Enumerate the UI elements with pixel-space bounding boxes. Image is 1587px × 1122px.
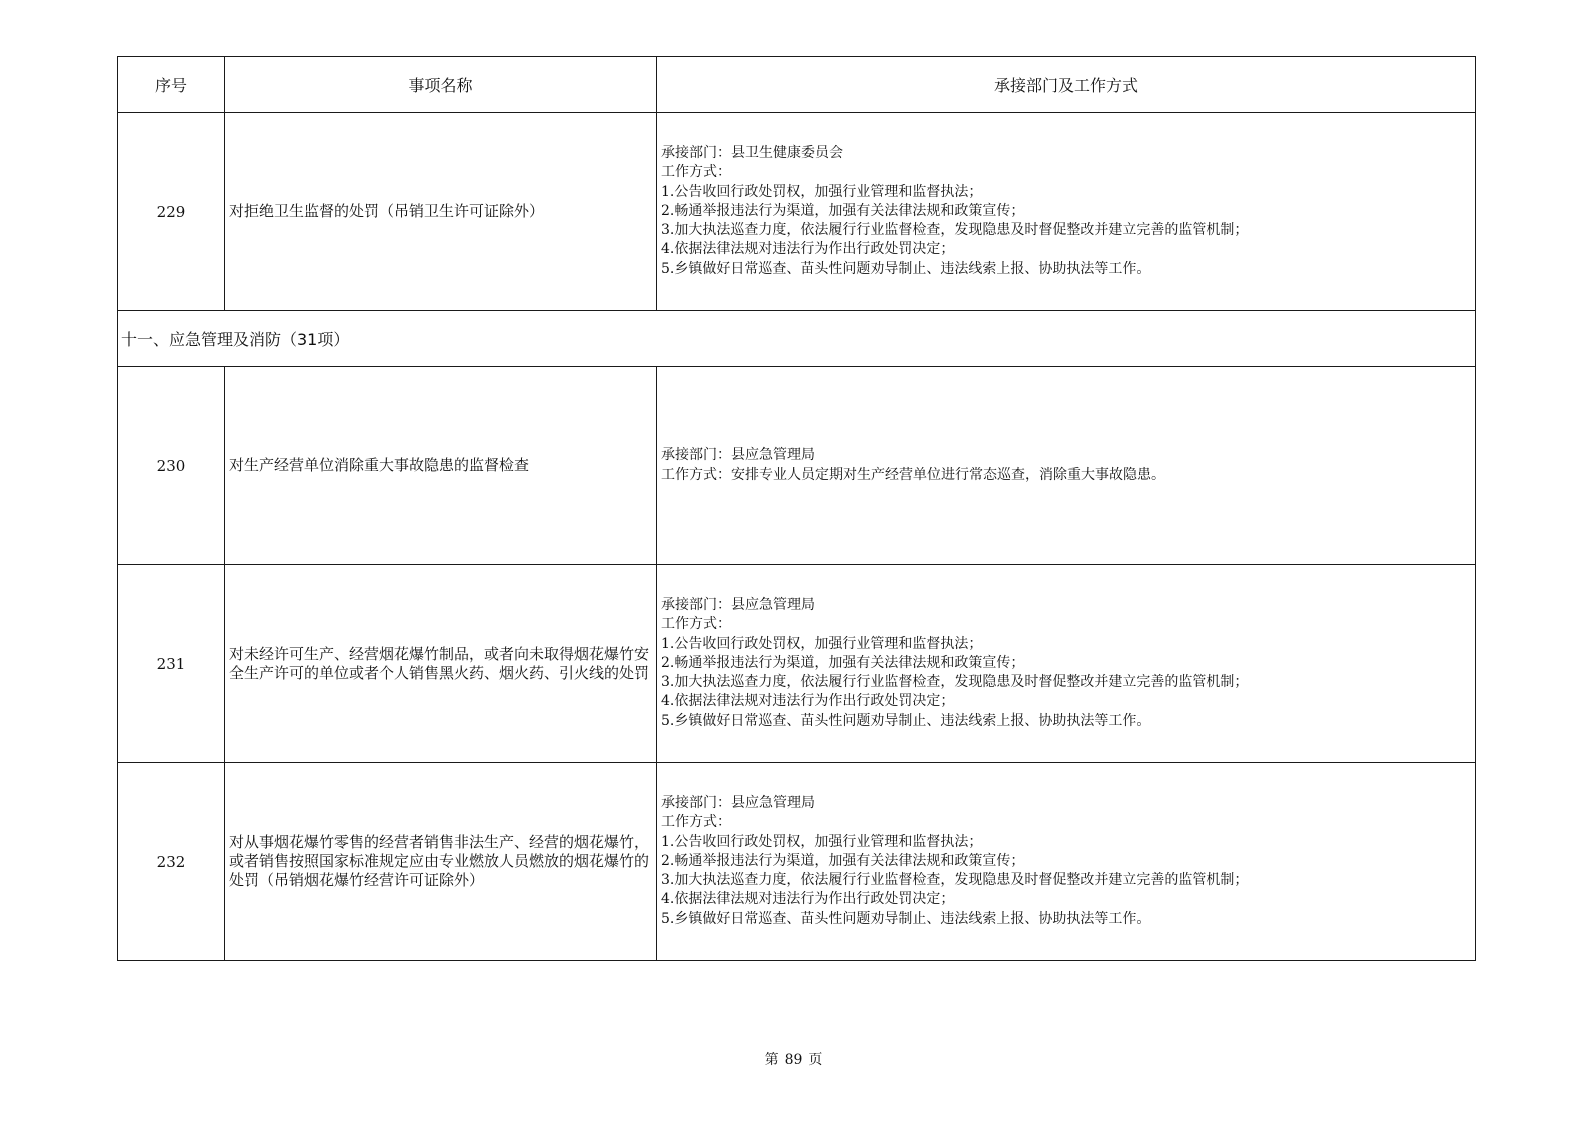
dept-line: 承接部门：县卫生健康委员会 (661, 145, 843, 162)
row-seq: 229 (118, 113, 225, 311)
table-row (118, 565, 1476, 763)
dept-line: 3.加大执法巡查力度，依法履行行业监督检查，发现隐患及时督促整改并建立完善的监管机制； (661, 222, 1249, 239)
header-dept: 承接部门及工作方式 (657, 57, 1476, 113)
section-title: 十一、应急管理及消防（31项） (118, 311, 1476, 367)
table-row (118, 367, 1476, 565)
row-dept-method (657, 367, 1476, 565)
dept-line: 5.乡镇做好日常巡查、苗头性问题劝导制止、违法线索上报、协助执法等工作。 (661, 712, 1151, 729)
dept-line: 工作方式： (661, 616, 731, 633)
dept-line: 1.公告收回行政处罚权，加强行业管理和监督执法； (661, 635, 983, 652)
dept-line: 工作方式： (661, 814, 731, 831)
dept-line: 4.依据法律法规对违法行为作出行政处罚决定； (661, 241, 955, 258)
dept-line: 1.公告收回行政处罚权，加强行业管理和监督执法； (661, 833, 983, 850)
dept-line: 承接部门：县应急管理局 (661, 795, 815, 812)
dept-line: 2.畅通举报违法行为渠道，加强有关法律法规和政策宣传； (661, 852, 1025, 869)
dept-line: 5.乡镇做好日常巡查、苗头性问题劝导制止、违法线索上报、协助执法等工作。 (661, 260, 1151, 277)
page-number: 89 (784, 1052, 803, 1068)
table-row (118, 763, 1476, 961)
dept-line: 承接部门：县应急管理局 (661, 597, 815, 614)
row-item-name: 对生产经营单位消除重大事故隐患的监督检查 (225, 367, 657, 565)
dept-line: 工作方式：安排专业人员定期对生产经营单位进行常态巡查，消除重大事故隐患。 (661, 466, 1165, 483)
header-seq: 序号 (118, 57, 225, 113)
dept-line: 承接部门：县应急管理局 (661, 447, 815, 464)
row-seq: 232 (118, 763, 225, 961)
row-item-name: 对未经许可生产、经营烟花爆竹制品，或者向未取得烟花爆竹安全生产许可的单位或者个人销售黑火药、烟火药、引火线的处罚 (225, 565, 657, 763)
row-seq: 230 (118, 367, 225, 565)
dept-line: 3.加大执法巡查力度，依法履行行业监督检查，发现隐患及时督促整改并建立完善的监管机制； (661, 872, 1249, 889)
section-header-row (118, 311, 1476, 367)
dept-line: 4.依据法律法规对违法行为作出行政处罚决定； (661, 891, 955, 908)
page-footer (0, 1049, 1587, 1069)
row-item-name: 对拒绝卫生监督的处罚（吊销卫生许可证除外） (225, 113, 657, 311)
page-number-prefix: 第 (764, 1052, 779, 1068)
dept-line: 2.畅通举报违法行为渠道，加强有关法律法规和政策宣传； (661, 654, 1025, 671)
dept-line: 工作方式： (661, 164, 731, 181)
page-number-suffix: 页 (808, 1052, 823, 1068)
row-seq: 231 (118, 565, 225, 763)
row-dept-method (657, 565, 1476, 763)
dept-line: 3.加大执法巡查力度，依法履行行业监督检查，发现隐患及时督促整改并建立完善的监管机制； (661, 674, 1249, 691)
dept-line: 4.依据法律法规对违法行为作出行政处罚决定； (661, 693, 955, 710)
header-name: 事项名称 (225, 57, 657, 113)
table-header-row (118, 57, 1476, 113)
items-table (117, 56, 1476, 961)
dept-line: 5.乡镇做好日常巡查、苗头性问题劝导制止、违法线索上报、协助执法等工作。 (661, 910, 1151, 927)
row-item-name: 对从事烟花爆竹零售的经营者销售非法生产、经营的烟花爆竹，或者销售按照国家标准规定应由专业燃放人员燃放的烟花爆竹的处罚（吊销烟花爆竹经营许可证除外） (225, 763, 657, 961)
row-dept-method (657, 763, 1476, 961)
row-dept-method (657, 113, 1476, 311)
dept-line: 2.畅通举报违法行为渠道，加强有关法律法规和政策宣传； (661, 202, 1025, 219)
table-row (118, 113, 1476, 311)
dept-line: 1.公告收回行政处罚权，加强行业管理和监督执法； (661, 183, 983, 200)
